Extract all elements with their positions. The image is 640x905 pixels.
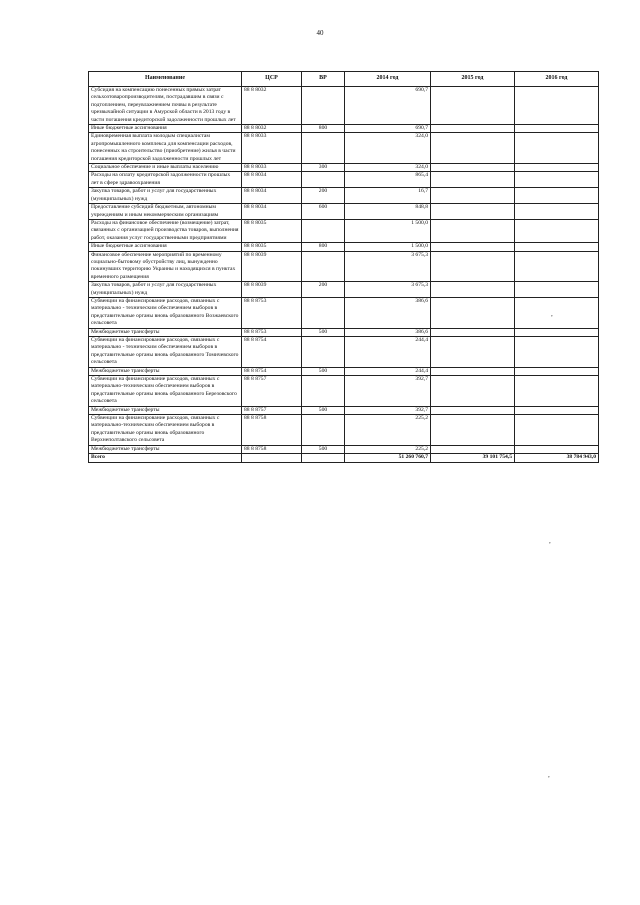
row-2014: 392,7 [345,376,431,407]
row-2016 [515,243,599,251]
row-2015 [431,328,515,336]
row-2016 [515,204,599,220]
row-csr: 88 8 8754 [242,337,302,368]
table-row [89,328,599,336]
row-csr: 88 8 8757 [242,376,302,407]
row-2014: 392,7 [345,406,431,414]
row-2016 [515,367,599,375]
table-row [89,133,599,164]
row-csr: 88 8 8757 [242,406,302,414]
row-csr: 88 8 8039 [242,282,302,298]
row-2015 [431,188,515,204]
row-vr [302,337,345,368]
row-vr: 200 [302,188,345,204]
row-csr: 88 8 8035 [242,219,302,242]
row-2016 [515,297,599,328]
row-csr: 88 8 8033 [242,164,302,172]
row-csr: 88 8 8032 [242,125,302,133]
stray-mark: , [551,310,553,318]
row-2016 [515,376,599,407]
row-csr: 88 8 8039 [242,251,302,282]
row-2016 [515,164,599,172]
row-2015 [431,445,515,453]
row-name: Иные бюджетные ассигнования [89,243,242,251]
row-2016 [515,219,599,242]
row-name: Субсидия на компенсацию понесенных прямых затрат сельхозтоваропроизводителям, пострадавшим в связи с подтоплением, переувлажнением почвы в результате чрезвычайной ситуации в Амурской области в 2013 году в части погашения кредиторской задолженности прошлых лет [89,87,242,125]
row-name: Субвенции на финансирование расходов, связанных с материально-техническим обеспечением выборов в представительные органы вновь образованного Верхнеполтавского сельсовета [89,415,242,446]
row-csr: 88 8 8034 [242,188,302,204]
row-2016 [515,282,599,298]
row-name: Расходы на оплату кредиторской задолженности прошлых лет в сфере здравоохранения [89,172,242,188]
row-vr: 500 [302,406,345,414]
table-row [89,251,599,282]
row-name: Предоставление субсидий бюджетным, автономным учреждениям и иным некоммерческим организациям [89,204,242,220]
row-name: Закупка товаров, работ и услуг для государственных (муниципальных) нужд [89,188,242,204]
table-row [89,172,599,188]
row-csr: 88 8 8033 [242,133,302,164]
row-name: Социальное обеспечение и иные выплаты населению [89,164,242,172]
row-2015 [431,406,515,414]
row-vr [302,376,345,407]
budget-table [88,71,599,463]
table-row [89,125,599,133]
table-row [89,376,599,407]
row-2015 [431,367,515,375]
row-name: Межбюджетные трансферты [89,328,242,336]
header-csr: ЦСР [242,72,302,87]
total-vr [302,454,345,462]
row-2016 [515,87,599,125]
table-header-row [89,72,599,87]
row-2015 [431,125,515,133]
row-vr: 800 [302,243,345,251]
row-2015 [431,282,515,298]
row-csr: 88 8 8753 [242,297,302,328]
table-row [89,367,599,375]
row-vr: 800 [302,125,345,133]
table-row [89,445,599,453]
row-name: Финансовое обеспечение мероприятий по временному социально-бытовому обустройству лиц, вынужденно покинувших территорию Украины и находящихся в пунктах временного размещения [89,251,242,282]
table-row [89,188,599,204]
row-name: Межбюджетные трансферты [89,367,242,375]
row-2016 [515,188,599,204]
total-2014: 51 260 760,7 [345,454,431,462]
row-vr: 600 [302,204,345,220]
row-vr: 500 [302,445,345,453]
header-vr: ВР [302,72,345,87]
row-2016 [515,125,599,133]
table-row [89,297,599,328]
row-2015 [431,415,515,446]
row-csr: 88 8 8034 [242,204,302,220]
row-2015 [431,172,515,188]
header-2016: 2016 год [515,72,599,87]
row-2016 [515,406,599,414]
row-csr: 88 8 8754 [242,367,302,375]
row-name: Субвенции на финансирование расходов, связанных с материально - техническим обеспечением выборов в представительные органы вновь образованного Томичевского сельсовета [89,337,242,368]
table-row [89,406,599,414]
row-2014: 225,2 [345,445,431,453]
table-row [89,415,599,446]
row-2014: 3 675,3 [345,251,431,282]
table-row [89,219,599,242]
row-name: Иные бюджетные ассигнования [89,125,242,133]
row-csr: 88 8 8758 [242,415,302,446]
header-2014: 2014 год [345,72,431,87]
page-number: 40 [316,29,324,37]
row-2015 [431,337,515,368]
row-2016 [515,133,599,164]
row-name: Субвенции на финансирование расходов, связанных с материально-техническим обеспечением выборов в представительные органы вновь образованного Березовского сельсовета [89,376,242,407]
row-vr: 200 [302,282,345,298]
row-2016 [515,337,599,368]
row-2015 [431,376,515,407]
header-2015: 2015 год [431,72,515,87]
row-name: Межбюджетные трансферты [89,406,242,414]
row-2016 [515,251,599,282]
row-2014: 244,4 [345,337,431,368]
row-vr [302,219,345,242]
row-2015 [431,297,515,328]
table-row [89,164,599,172]
row-vr: 500 [302,367,345,375]
row-vr: 300 [302,164,345,172]
row-2014: 1 500,0 [345,243,431,251]
row-2015 [431,219,515,242]
row-2015 [431,133,515,164]
row-2015 [431,87,515,125]
table-row [89,337,599,368]
row-csr: 88 8 8753 [242,328,302,336]
total-row [89,454,599,462]
row-csr: 88 8 8035 [242,243,302,251]
row-name: Расходы на финансовое обеспечение (возмещение) затрат, связанных с организацией производства товаров, выполнения работ, оказания услуг государственными предприятиями [89,219,242,242]
total-csr [242,454,302,462]
row-vr [302,87,345,125]
row-2016 [515,415,599,446]
row-2014: 324,0 [345,164,431,172]
row-2014: 386,6 [345,297,431,328]
row-2014: 386,6 [345,328,431,336]
row-name: Субвенции на финансирование расходов, связанных с материально - техническим обеспечением выборов в представительные органы вновь образованного Возжаевского сельсовета [89,297,242,328]
row-name: Единовременная выплата молодым специалистам агропромышленного комплекса для компенсации расходов, понесенных на строительство (приобретение) жилья в части погашения кредиторской задолженности прошлых лет [89,133,242,164]
table-row [89,204,599,220]
row-2014: 690,7 [345,87,431,125]
row-vr [302,297,345,328]
header-name: Наименование [89,72,242,87]
row-2014: 16,7 [345,188,431,204]
row-2014: 1 500,0 [345,219,431,242]
row-csr: 88 8 8032 [242,87,302,125]
row-name: Межбюджетные трансферты [89,445,242,453]
row-vr [302,251,345,282]
table-row [89,87,599,125]
table-row [89,243,599,251]
row-2015 [431,243,515,251]
total-label: Всего [89,454,242,462]
row-2016 [515,328,599,336]
row-vr: 500 [302,328,345,336]
stray-mark: , [549,537,551,545]
row-vr [302,415,345,446]
row-csr: 88 8 8758 [242,445,302,453]
row-2015 [431,251,515,282]
row-2014: 865,4 [345,172,431,188]
stray-mark: , [548,771,550,779]
row-2014: 244,4 [345,367,431,375]
row-csr: 88 8 8034 [242,172,302,188]
total-2016: 38 784 943,0 [515,454,599,462]
row-2014: 3 675,3 [345,282,431,298]
row-2014: 225,2 [345,415,431,446]
row-vr [302,133,345,164]
row-2015 [431,204,515,220]
row-2014: 848,8 [345,204,431,220]
row-name: Закупка товаров, работ и услуг для государственных (муниципальных) нужд [89,282,242,298]
row-2014: 690,7 [345,125,431,133]
total-2015: 39 101 754,5 [431,454,515,462]
row-2014: 324,0 [345,133,431,164]
row-2016 [515,172,599,188]
table-row [89,282,599,298]
row-2016 [515,445,599,453]
row-2015 [431,164,515,172]
row-vr [302,172,345,188]
